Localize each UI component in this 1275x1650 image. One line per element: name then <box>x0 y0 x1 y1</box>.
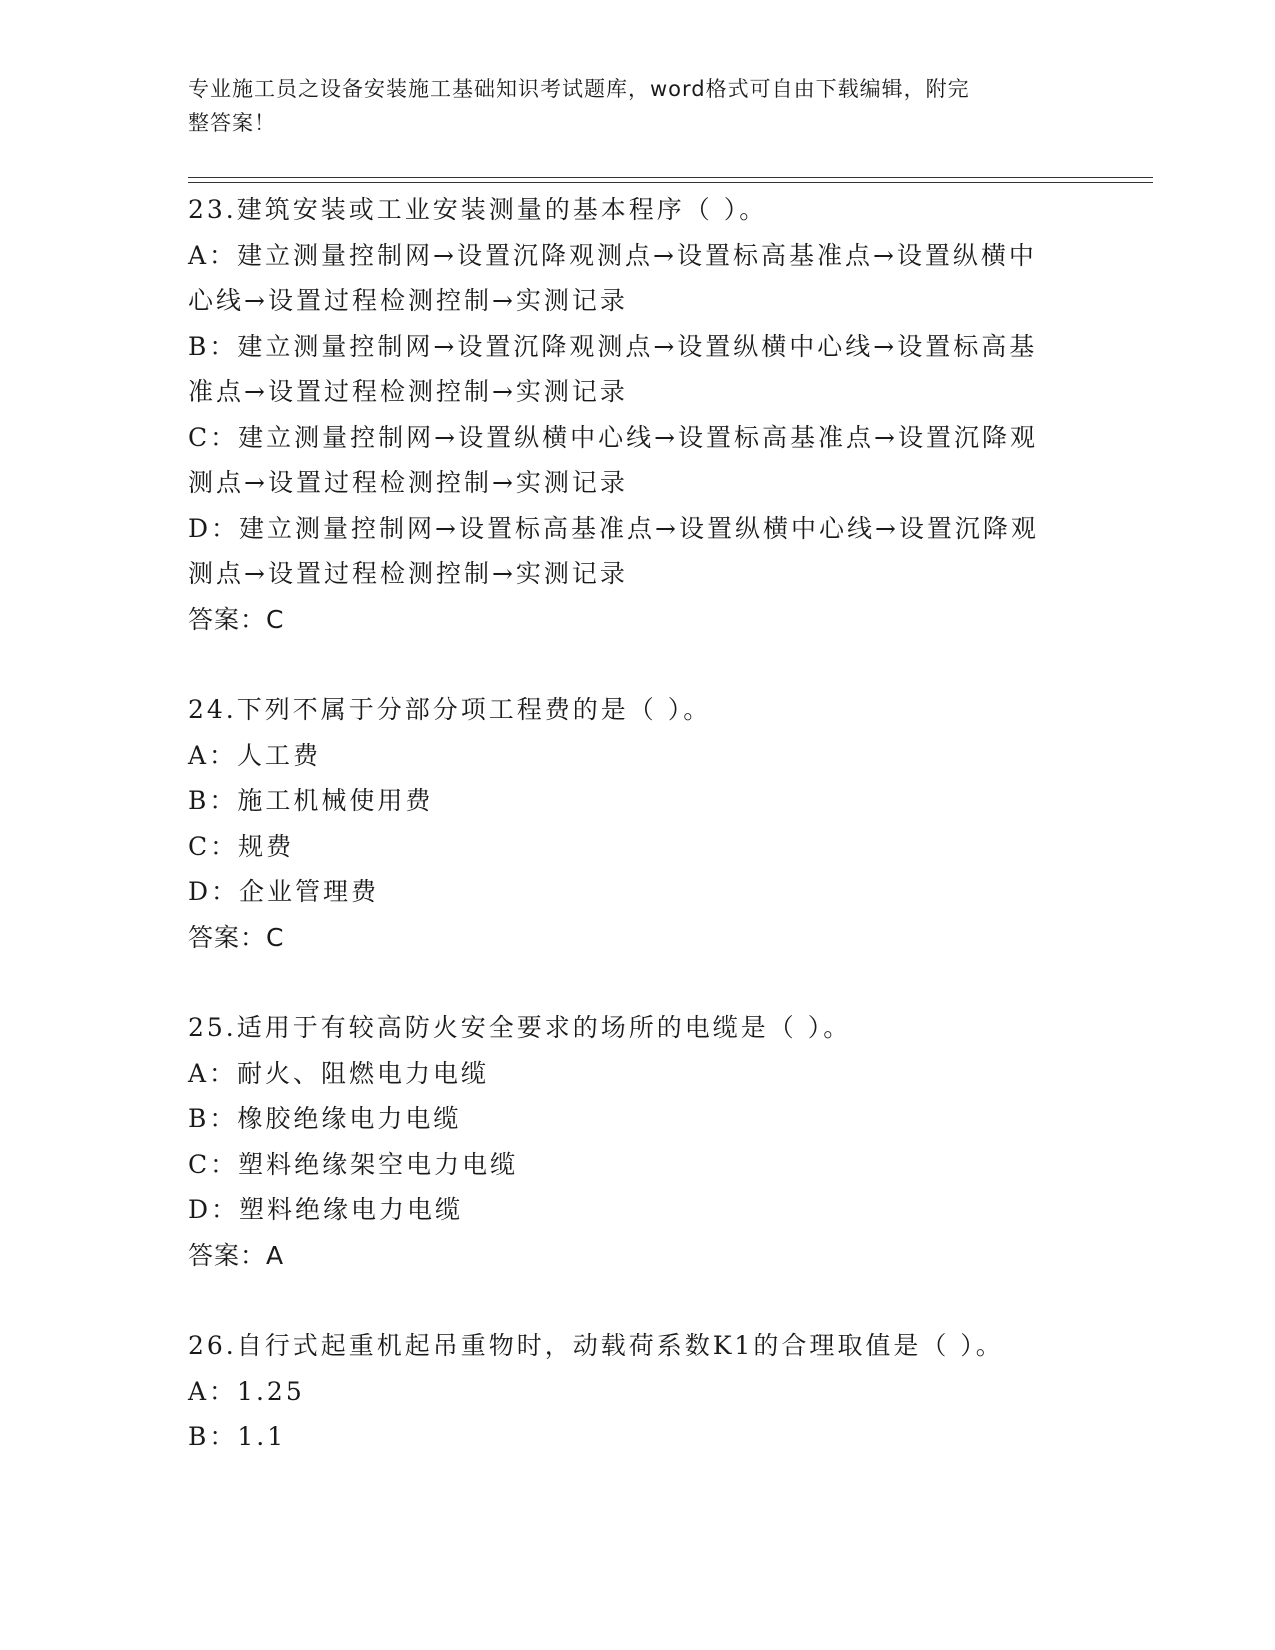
option-line: A：人工费 <box>188 740 322 770</box>
question-stem: 23.建筑安装或工业安装测量的基本程序（ ）。 <box>188 195 768 224</box>
header-line-1: 专业施工员之设备安装施工基础知识考试题库，word格式可自由下载编辑，附完 <box>188 77 970 101</box>
answer-line: 答案：C <box>188 604 285 634</box>
question-stem: 24.下列不属于分部分项工程费的是（ ）。 <box>188 695 712 724</box>
option-line: 测点→设置过程检测控制→实测记录 <box>188 468 628 497</box>
answer-line: 答案：C <box>188 922 285 952</box>
option-line: 测点→设置过程检测控制→实测记录 <box>188 559 628 588</box>
question-block <box>188 187 1088 642</box>
question-block <box>188 687 1088 960</box>
option-line: A：建立测量控制网→设置沉降观测点→设置标高基准点→设置纵横中 <box>188 240 1037 270</box>
question-spacer <box>188 642 1088 687</box>
question-spacer <box>188 1278 1088 1323</box>
option-line: A：耐火、阻燃电力电缆 <box>188 1058 490 1088</box>
question-block <box>188 1005 1088 1278</box>
question-list <box>188 187 1088 1460</box>
option-line: B：建立测量控制网→设置沉降观测点→设置纵横中心线→设置标高基 <box>188 331 1038 361</box>
answer-line: 答案：A <box>188 1240 285 1270</box>
option-line: D：建立测量控制网→设置标高基准点→设置纵横中心线→设置沉降观 <box>188 513 1039 543</box>
option-line: D：企业管理费 <box>188 877 380 906</box>
option-line: D：塑料绝缘电力电缆 <box>188 1195 464 1224</box>
header-divider-bottom <box>188 182 1153 183</box>
option-line: 心线→设置过程检测控制→实测记录 <box>188 286 628 315</box>
header-divider-top <box>188 177 1153 178</box>
header-line-2: 整答案！ <box>188 111 276 135</box>
option-line: C：规费 <box>188 831 295 861</box>
option-line: C：建立测量控制网→设置纵横中心线→设置标高基准点→设置沉降观 <box>188 422 1038 452</box>
option-line: B：橡胶绝缘电力电缆 <box>188 1104 462 1133</box>
option-line: C：塑料绝缘架空电力电缆 <box>188 1149 519 1179</box>
question-stem: 25.适用于有较高防火安全要求的场所的电缆是（ ）。 <box>188 1013 852 1042</box>
question-spacer <box>188 960 1088 1005</box>
option-line: B：1.1 <box>188 1422 287 1451</box>
question-stem: 26.自行式起重机起吊重物时，动载荷系数K1的合理取值是（ ）。 <box>188 1331 1004 1360</box>
question-block <box>188 1323 1088 1460</box>
option-line: 准点→设置过程检测控制→实测记录 <box>188 377 628 406</box>
document-header <box>188 72 1068 140</box>
option-line: B：施工机械使用费 <box>188 786 434 815</box>
option-line: A：1.25 <box>188 1376 305 1406</box>
